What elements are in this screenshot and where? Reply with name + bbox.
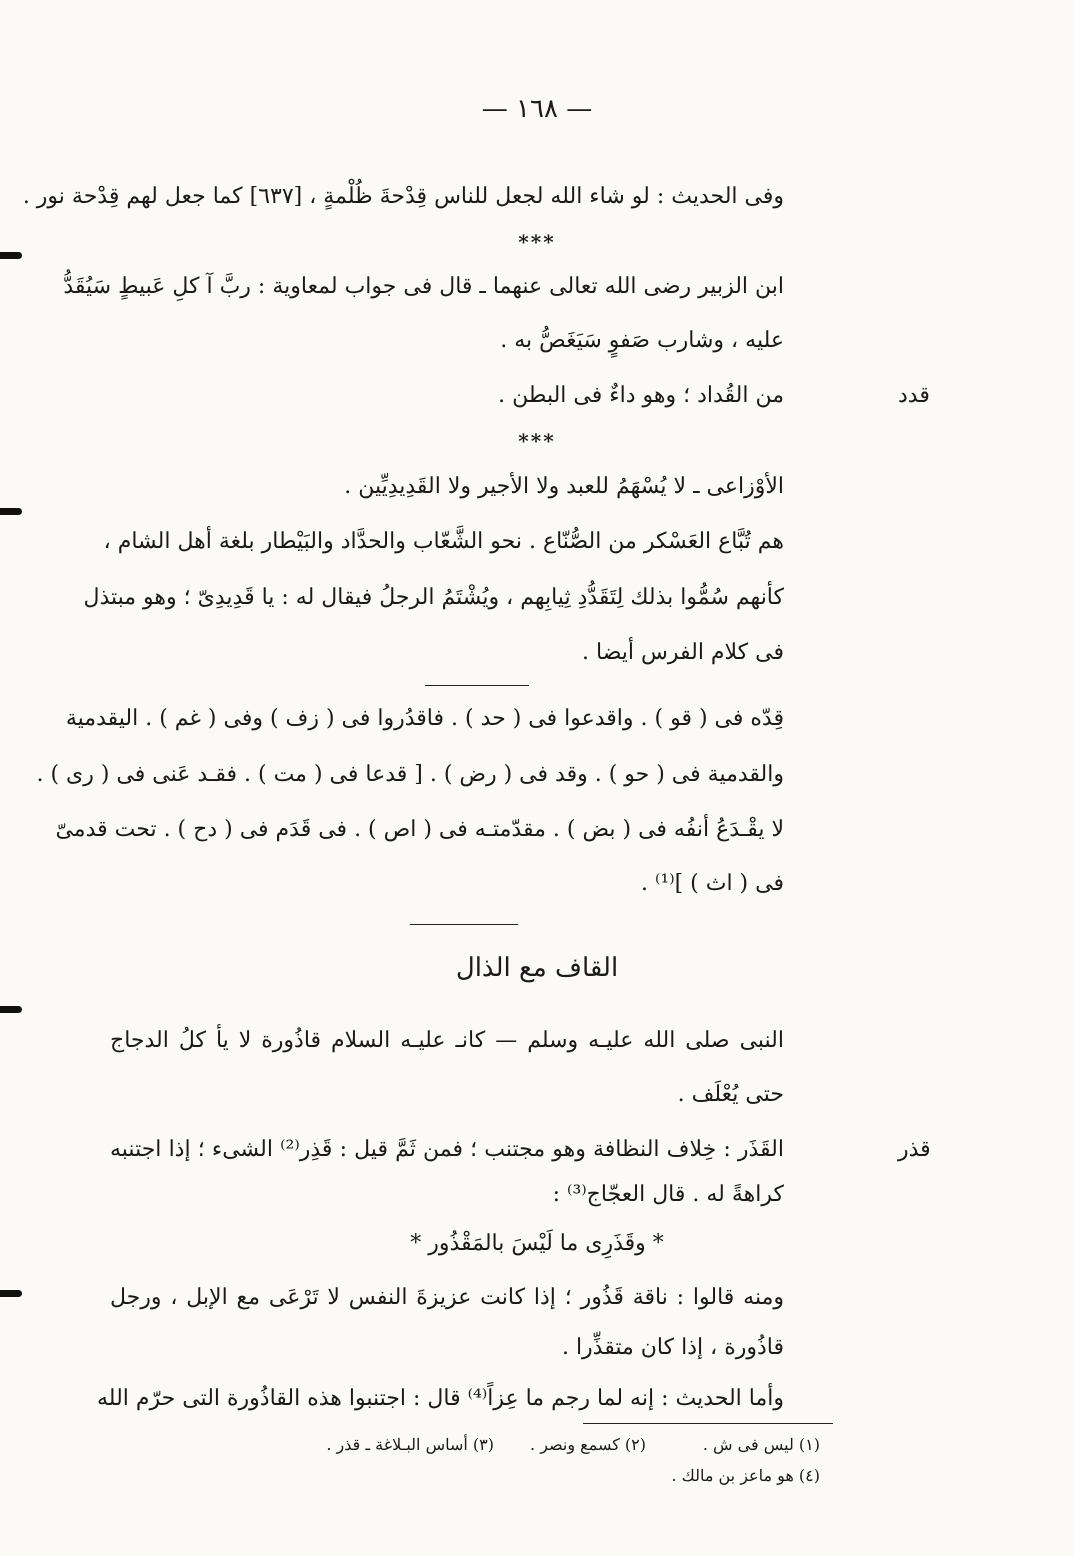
section-divider: [410, 924, 518, 925]
text-line: القَذَر : خِلاف النظافة وهو مجتنب ؛ فمن ثَمَّ قيل : قَذِر⁽²⁾ الشىء ؛ إذا اجتنبه: [110, 1137, 784, 1162]
text-line: من القُداد ؛ وهو داءٌ فى البطن .: [498, 383, 784, 408]
text-line: لا يقْـدَعُ أنفُه فى ( بض ) . مقدّمتـه فى ( اص ) . فى قَدَم فى ( دح ) . تحت قدمىّ: [55, 817, 784, 842]
section-title: القاف مع الذال: [455, 953, 619, 983]
text-line: الأوْزاعى ـ لا يُسْهَمُ للعبد ولا الأجير ولا القَدِيدِيِّين .: [344, 474, 784, 499]
text-line: عليه ، وشارب صَفوٍ سَيَغَصُّ به .: [500, 328, 784, 353]
text-line: والقدمية فى ( حو ) . وقد فى ( رض ) . [ قدعا فى ( مت ) . فقـد عَنى فى ( رى ) .: [36, 762, 784, 787]
text-line: كراهةً له . قال العجّاج⁽³⁾ :: [552, 1182, 784, 1207]
text-line: قِدّه فى ( قو ) . واقدعوا فى ( حد ) . فاقدُروا فى ( زف ) وفى ( غم ) . اليقدمية: [65, 706, 784, 731]
footnote-1: (١) ليس فى ش .: [702, 1435, 820, 1454]
text-line: النبى صلى الله عليـه وسلم — كانـ عليـه السلام قاذُورة لا يأ كلُ الدجاج: [110, 1028, 784, 1053]
root-word-qdd: قدد: [898, 383, 930, 408]
edge-mark: [0, 508, 22, 515]
separator-stars: ***: [518, 230, 556, 254]
edge-mark: [0, 1006, 22, 1013]
footnote-4: (٤) هو ماعز بن مالك .: [671, 1466, 820, 1485]
text-line: قاذُورة ، إذا كان متقذِّرا .: [561, 1335, 784, 1360]
separator-stars: ***: [518, 429, 556, 453]
footnote-divider: [583, 1423, 833, 1424]
text-line: حتى يُعْلَف .: [677, 1082, 784, 1107]
text-line: ومنه قالوا : ناقة قَذُور ؛ إذا كانت عزيزةَ النفس لا تَرْعَى مع الإبل ، ورجل: [110, 1285, 784, 1310]
text-line: كأنهم سُمُّوا بذلك لِتَقَدُّدِ ثِيابِهم ، ويُشْتَمُ الرجلُ فيقال له : يا قَدِيدِىّ ؛ وهو مبتذل: [83, 585, 784, 610]
text-line: هم تُبَّاع العَسْكر من الصُّنّاع . نحو الشَّعّاب والحدَّاد والبَيْطار بلغة أهل الشام ،: [103, 529, 784, 554]
footnote-3: (٣) أساس البـلاغة ـ قذر .: [326, 1435, 494, 1454]
text-line: وأما الحديث : إنه لما رجم ما عِزاً⁽⁴⁾ قال : اجتنبوا هذه القاذُورة التى حرّم الله: [96, 1386, 784, 1411]
text-line: فى ( اث ) ]⁽¹⁾ .: [640, 871, 784, 896]
root-word-qdhr: قذر: [898, 1137, 931, 1162]
edge-mark: [0, 1290, 22, 1297]
text-line: فى كلام الفرس أيضا .: [582, 640, 784, 665]
footnote-2: (٢) كسمع ونصر .: [530, 1435, 646, 1454]
page-number: — ١٦٨ —: [481, 94, 593, 124]
text-line: ابن الزبير رضى الله تعالى عنهما ـ قال فى جواب لمعاوية : ربَّ آ كلِ عَبيطٍ سَيُقَدُّ: [63, 274, 784, 299]
short-divider: [425, 685, 529, 686]
text-line: وفى الحديث : لو شاء الله لجعل للناس قِدْحةَ ظُلْمةٍ ، [٦٣٧] كما جعل لهم قِدْحة نور .: [22, 184, 784, 209]
verse-line: * وقَذَرِى ما لَيْسَ بالمَقْذُور *: [410, 1231, 664, 1256]
